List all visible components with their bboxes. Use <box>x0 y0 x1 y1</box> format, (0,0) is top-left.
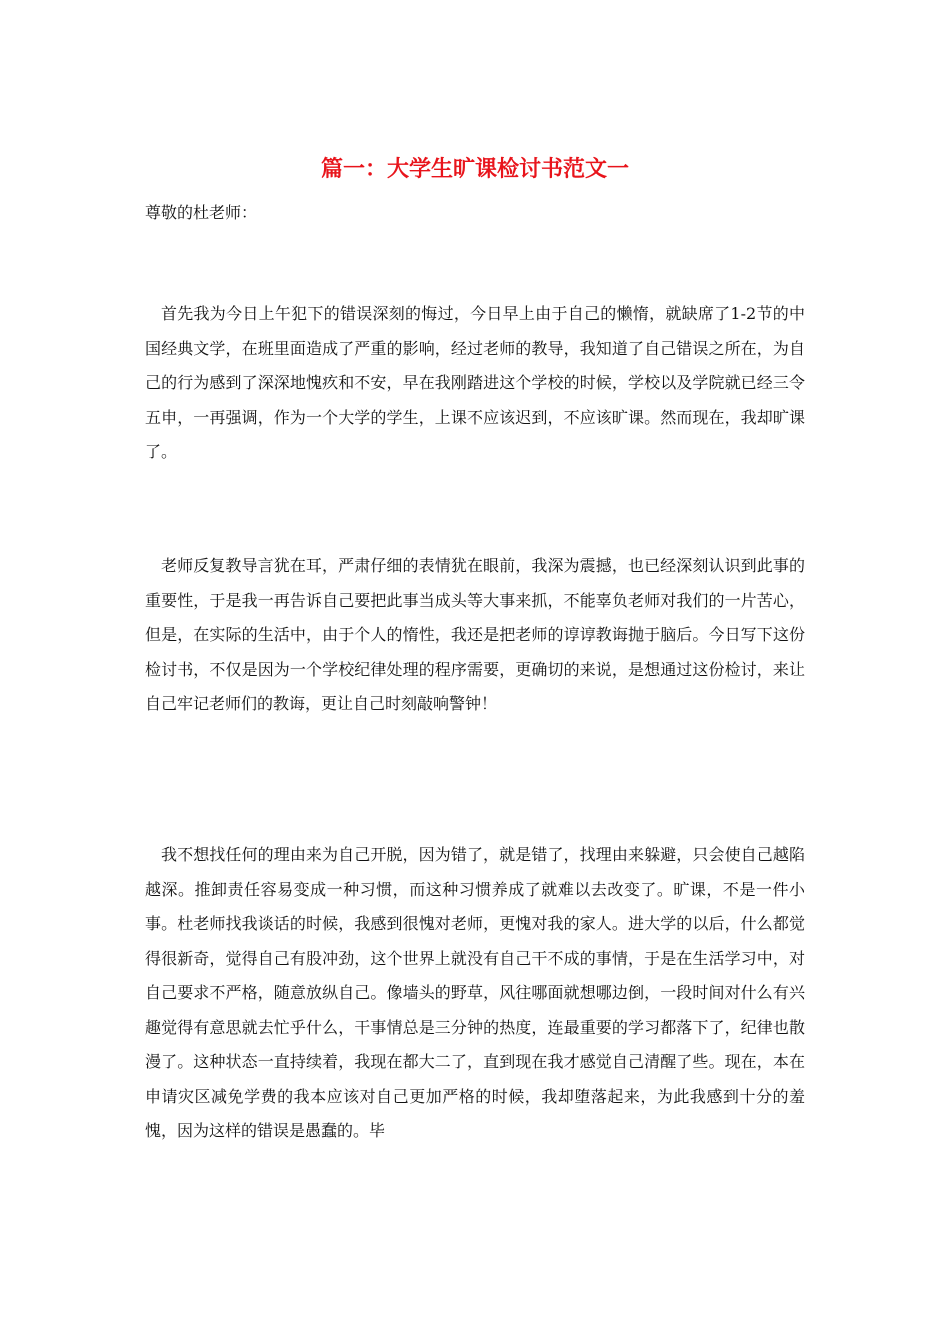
document-title: 篇一：大学生旷课检讨书范文一 <box>320 156 629 182</box>
paragraph-2: 老师反复教导言犹在耳，严肃仔细的表情犹在眼前，我深为震撼，也已经深刻认识到此事的重要性，于是我一再告诉自己要把此事当成头等大事来抓，不能辜负老师对我们的一片苦心，但是，在实际的生活中，由于个人的惰性，我还是把老师的谆谆教诲抛于脑后。今日写下这份检讨书，不仅是因为一个学校纪律处理的程序需要，更确切的来说，是想通过这份检讨，来让自己牢记老师们的教诲，更让自己时刻敲响警钟！ <box>145 556 805 713</box>
paragraph-1: 首先我为今日上午犯下的错误深刻的悔过，今日早上由于自己的懒惰，就缺席了1-2节的中国经典文学，在班里面造成了严重的影响，经过老师的教导，我知道了自己错误之所在，为自己的行为感到了深深地愧疚和不安，早在我刚踏进这个学校的时候，学校以及学院就已经三令五申，一再强调，作为一个大学的学生，上课不应该迟到，不应该旷课。然而现在，我却旷课了。 <box>145 304 805 461</box>
paragraph-3: 我不想找任何的理由来为自己开脱，因为错了，就是错了，找理由来躲避，只会使自己越陷越深。推卸责任容易变成一种习惯，而这种习惯养成了就难以去改变了。旷课，不是一件小事。杜老师找我谈话的时候，我感到很愧对老师，更愧对我的家人。进大学的以后，什么都觉得很新奇，觉得自己有股冲劲，这个世界上就没有自己干不成的事情，于是在生活学习中，对自己要求不严格，随意放纵自己。像墙头的野草，风往哪面就想哪边倒，一段时间对什么有兴趣觉得有意思就去忙乎什么，干事情总是三分钟的热度，连最重要的学习都落下了，纪律也散漫了。这种状态一直持续着，我现在都大二了，直到现在我才感觉自己清醒了些。现在，本在申请灾区减免学费的我本应该对自己更加严格的时候，我却堕落起来，为此我感到十分的羞愧，因为这样的错误是愚蠢的。毕 <box>145 845 805 1140</box>
salutation: 尊敬的杜老师： <box>145 203 258 222</box>
